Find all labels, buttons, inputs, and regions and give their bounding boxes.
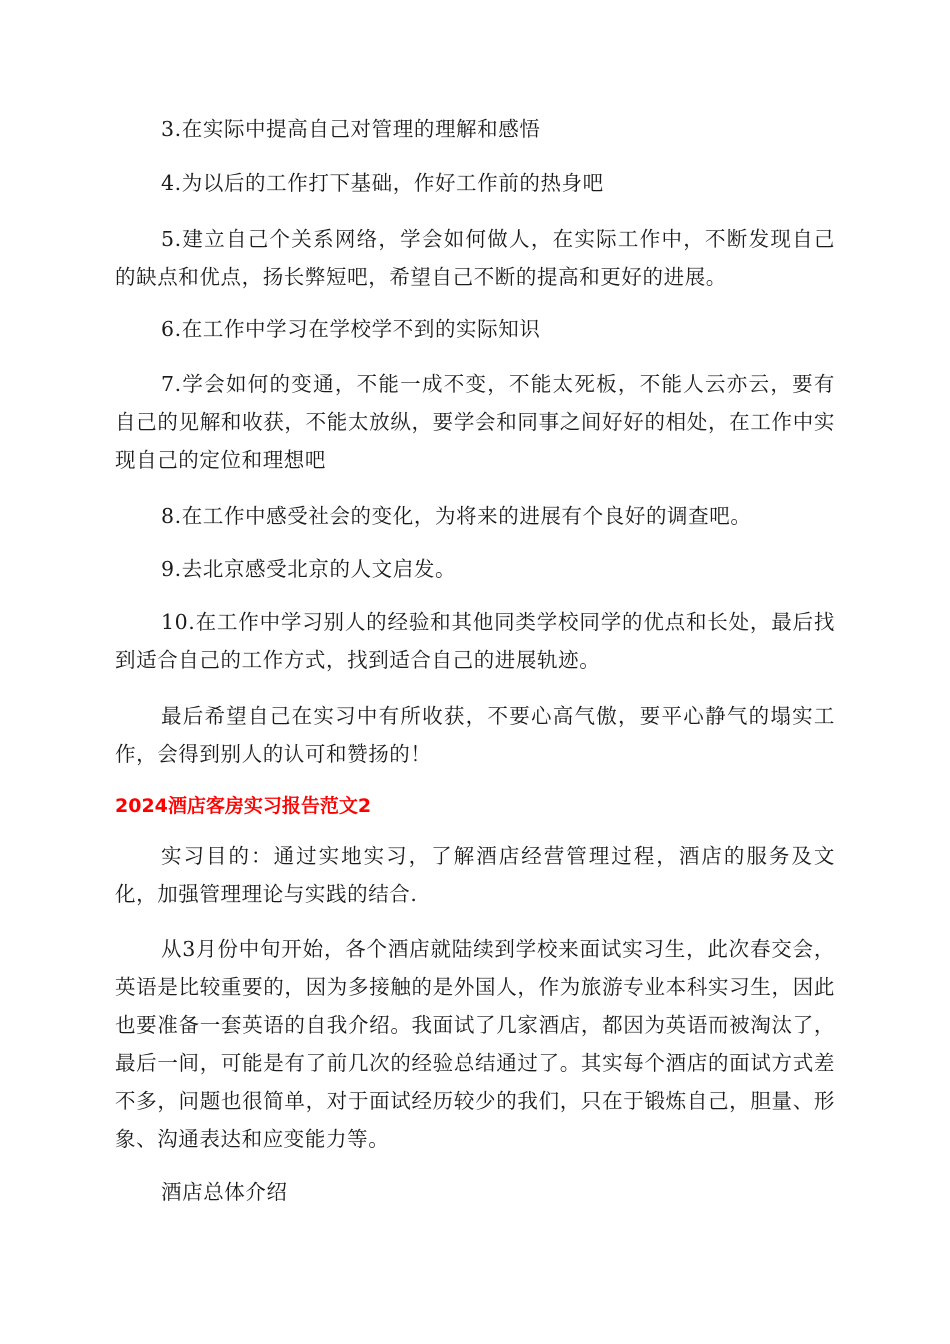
paragraph-item-7: 7.学会如何的变通，不能一成不变，不能太死板，不能人云亦云，要有自己的见解和收获，不能太放纵，要学会和同事之间好好的相处，在工作中实现自己的定位和理想吧 xyxy=(115,372,835,472)
paragraph-item-8: 8.在工作中感受社会的变化，为将来的进展有个良好的调查吧。 xyxy=(161,504,752,528)
closing-paragraph: 最后希望自己在实习中有所收获，不要心高气傲，要平心静气的塌实工作，会得到别人的认可和赞扬的！ xyxy=(115,704,835,766)
interview-paragraph: 从3月份中旬开始，各个酒店就陆续到学校来面试实习生，此次春交会，英语是比较重要的，因为多接触的是外国人，作为旅游专业本科实习生，因此也要准备一套英语的自我介绍。我面试了几家酒店，都因为英语而被淘汰了，最后一间，可能是有了前几次的经验总结通过了。其实每个酒店的面试方式差不多，问题也很简单，对于面试经历较少的我们，只在于锻炼自己，胆量、形象、沟通表达和应变能力等。 xyxy=(115,937,835,1151)
paragraph-item-10: 10.在工作中学习别人的经验和其他同类学校同学的优点和长处，最后找到适合自己的工作方式，找到适合自己的进展轨迹。 xyxy=(115,610,835,672)
section-heading: 2024酒店客房实习报告范文2 xyxy=(115,795,372,817)
paragraph-item-5: 5.建立自己个关系网络，学会如何做人，在实际工作中，不断发现自己的缺点和优点，扬长弊短吧，希望自己不断的提高和更好的进展。 xyxy=(115,227,835,289)
purpose-paragraph: 实习目的：通过实地实习，了解酒店经营管理过程，酒店的服务及文化，加强管理理论与实践的结合. xyxy=(115,844,835,906)
paragraph-item-6: 6.在工作中学习在学校学不到的实际知识 xyxy=(161,317,541,341)
paragraph-item-9: 9.去北京感受北京的人文启发。 xyxy=(161,557,457,581)
paragraph-item-4: 4.为以后的工作打下基础，作好工作前的热身吧 xyxy=(161,171,604,195)
hotel-intro-paragraph: 酒店总体介绍 xyxy=(161,1180,288,1204)
paragraph-item-3: 3.在实际中提高自己对管理的理解和感悟 xyxy=(161,117,541,141)
